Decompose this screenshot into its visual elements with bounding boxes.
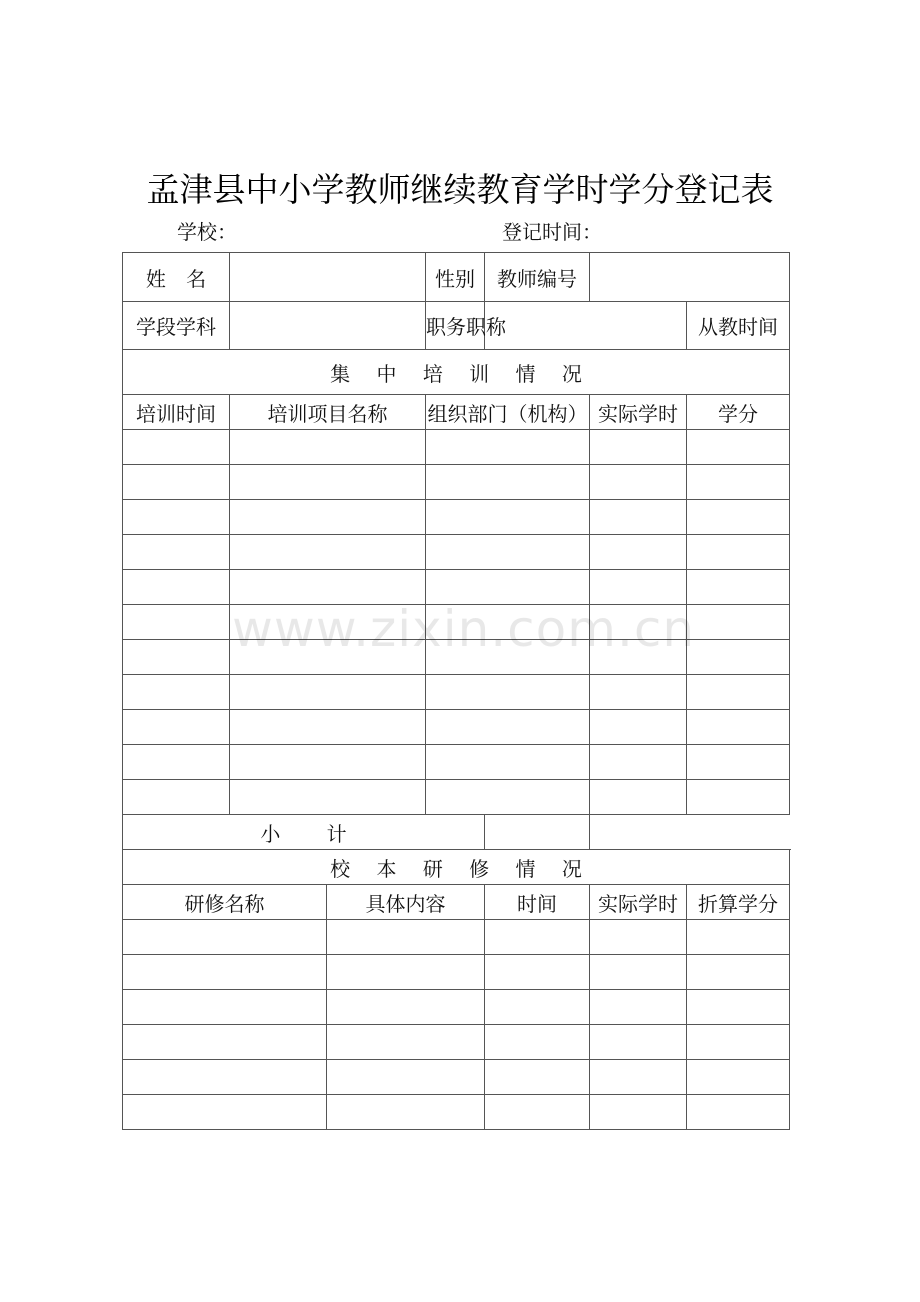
study-content-cell[interactable] — [327, 955, 485, 990]
study-time-cell[interactable] — [485, 1060, 590, 1095]
training-project-cell[interactable] — [230, 675, 426, 710]
section1-heading-row — [123, 350, 790, 395]
training-project-cell[interactable] — [230, 465, 426, 500]
study-actual-hours-cell[interactable] — [590, 1025, 687, 1060]
organizer-header: 组织部门（机构） — [426, 395, 590, 430]
training-time-cell[interactable] — [123, 605, 230, 640]
organizer-cell[interactable] — [426, 640, 590, 675]
study-content-cell[interactable] — [327, 1095, 485, 1130]
study-name-cell[interactable] — [123, 990, 327, 1025]
actual-hours-cell[interactable] — [590, 780, 687, 815]
page-title: 孟津县中小学教师继续教育学时学分登记表 — [146, 170, 774, 209]
credits-cell[interactable] — [687, 430, 790, 465]
table-row — [123, 990, 790, 1025]
study-time-cell[interactable] — [485, 955, 590, 990]
credits-header: 学分 — [687, 395, 790, 430]
study-actual-hours-cell[interactable] — [590, 990, 687, 1025]
study-actual-hours-cell[interactable] — [590, 1095, 687, 1130]
converted-credits-cell[interactable] — [687, 1095, 790, 1130]
table-row — [123, 1025, 790, 1060]
actual-hours-cell[interactable] — [590, 535, 687, 570]
actual-hours-cell[interactable] — [590, 710, 687, 745]
study-actual-hours-cell[interactable] — [590, 920, 687, 955]
training-time-cell[interactable] — [123, 780, 230, 815]
stage-subject-field[interactable] — [230, 302, 426, 350]
actual-hours-cell[interactable] — [590, 675, 687, 710]
organizer-cell[interactable] — [426, 430, 590, 465]
training-project-cell[interactable] — [230, 430, 426, 465]
stage-subject-label: 学段学科 — [123, 302, 230, 350]
training-project-cell[interactable] — [230, 570, 426, 605]
training-time-cell[interactable] — [123, 710, 230, 745]
table-row — [123, 745, 790, 780]
training-time-header: 培训时间 — [123, 395, 230, 430]
training-time-cell[interactable] — [123, 745, 230, 780]
training-time-cell[interactable] — [123, 430, 230, 465]
organizer-cell[interactable] — [426, 570, 590, 605]
teacher-id-label: 教师编号 — [485, 253, 590, 302]
actual-hours-cell[interactable] — [590, 430, 687, 465]
converted-credits-cell[interactable] — [687, 1025, 790, 1060]
position-title-field[interactable] — [485, 302, 687, 350]
credits-cell[interactable] — [687, 780, 790, 815]
study-name-cell[interactable] — [123, 1025, 327, 1060]
training-project-cell[interactable] — [230, 745, 426, 780]
actual-hours-cell[interactable] — [590, 605, 687, 640]
info-row-2 — [123, 302, 790, 350]
credits-cell[interactable] — [687, 570, 790, 605]
organizer-cell[interactable] — [426, 500, 590, 535]
training-time-cell[interactable] — [123, 570, 230, 605]
watermark: www.zixin.com.cn — [232, 600, 696, 658]
table-row — [123, 675, 790, 710]
study-name-cell[interactable] — [123, 920, 327, 955]
section1-column-header-row — [123, 395, 790, 430]
organizer-cell[interactable] — [426, 605, 590, 640]
table-row — [123, 780, 790, 815]
actual-hours-header: 实际学时 — [590, 395, 687, 430]
study-actual-hours-cell[interactable] — [590, 1060, 687, 1095]
study-actual-hours-header: 实际学时 — [590, 885, 687, 920]
table-row — [123, 640, 790, 675]
study-name-cell[interactable] — [123, 1095, 327, 1130]
table-row — [123, 465, 790, 500]
position-title-label: 职务职称 — [426, 302, 485, 350]
study-time-cell[interactable] — [485, 920, 590, 955]
actual-hours-cell[interactable] — [590, 465, 687, 500]
registration-form-table — [122, 252, 790, 1130]
study-content-cell[interactable] — [327, 1060, 485, 1095]
table-row — [123, 1060, 790, 1095]
study-name-cell[interactable] — [123, 1060, 327, 1095]
organizer-cell[interactable] — [426, 745, 590, 780]
table-row — [123, 1095, 790, 1130]
training-project-cell[interactable] — [230, 640, 426, 675]
actual-hours-cell[interactable] — [590, 500, 687, 535]
table-row — [123, 955, 790, 990]
converted-credits-header: 折算学分 — [687, 885, 790, 920]
training-project-cell[interactable] — [230, 605, 426, 640]
section2-heading: 校 本 研 修 情 况 — [123, 850, 790, 885]
study-time-cell[interactable] — [485, 1095, 590, 1130]
training-project-cell[interactable] — [230, 780, 426, 815]
table-row — [123, 500, 790, 535]
actual-hours-cell[interactable] — [590, 570, 687, 605]
teaching-since-label: 从教时间 — [687, 302, 790, 350]
table-row — [123, 920, 790, 955]
table-row — [123, 430, 790, 465]
organizer-cell[interactable] — [426, 465, 590, 500]
credits-cell[interactable] — [687, 535, 790, 570]
converted-credits-cell[interactable] — [687, 990, 790, 1025]
table-row — [123, 570, 790, 605]
actual-hours-cell[interactable] — [590, 640, 687, 675]
converted-credits-cell[interactable] — [687, 920, 790, 955]
credits-cell[interactable] — [687, 640, 790, 675]
training-project-cell[interactable] — [230, 535, 426, 570]
credits-cell[interactable] — [687, 710, 790, 745]
study-content-cell[interactable] — [327, 990, 485, 1025]
name-label: 姓 名 — [123, 253, 230, 302]
training-time-cell[interactable] — [123, 675, 230, 710]
training-project-cell[interactable] — [230, 500, 426, 535]
table-row — [123, 535, 790, 570]
credits-cell[interactable] — [687, 745, 790, 780]
study-content-header: 具体内容 — [327, 885, 485, 920]
credits-cell[interactable] — [687, 675, 790, 710]
study-name-cell[interactable] — [123, 955, 327, 990]
study-actual-hours-cell[interactable] — [590, 955, 687, 990]
training-time-cell[interactable] — [123, 640, 230, 675]
training-time-cell[interactable] — [123, 535, 230, 570]
study-content-cell[interactable] — [327, 920, 485, 955]
training-project-header: 培训项目名称 — [230, 395, 426, 430]
credits-cell[interactable] — [687, 605, 790, 640]
teacher-id-field[interactable] — [590, 253, 790, 302]
table-row — [123, 605, 790, 640]
organizer-cell[interactable] — [426, 780, 590, 815]
organizer-cell[interactable] — [426, 535, 590, 570]
study-time-header: 时间 — [485, 885, 590, 920]
study-name-header: 研修名称 — [123, 885, 327, 920]
info-row-1 — [123, 253, 790, 302]
section2-column-header-row — [123, 885, 790, 920]
study-time-cell[interactable] — [485, 1025, 590, 1060]
converted-credits-cell[interactable] — [687, 1060, 790, 1095]
credits-cell[interactable] — [687, 465, 790, 500]
actual-hours-cell[interactable] — [590, 745, 687, 780]
organizer-cell[interactable] — [426, 710, 590, 745]
organizer-cell[interactable] — [426, 675, 590, 710]
section1-heading: 集 中 培 训 情 况 — [123, 350, 790, 395]
subtotal-label: 小 计 — [123, 815, 485, 850]
converted-credits-cell[interactable] — [687, 955, 790, 990]
training-project-cell[interactable] — [230, 710, 426, 745]
training-time-cell[interactable] — [123, 465, 230, 500]
training-time-cell[interactable] — [123, 500, 230, 535]
registration-date-label: 登记时间： — [502, 220, 602, 244]
school-label: 学校： — [177, 220, 237, 244]
study-content-cell[interactable] — [327, 1025, 485, 1060]
section2-heading-row — [123, 850, 790, 885]
subtotal-credits-cell[interactable] — [485, 815, 590, 850]
gender-label: 性别 — [426, 253, 485, 302]
subtotal-row — [123, 815, 790, 850]
name-field[interactable] — [230, 253, 426, 302]
study-time-cell[interactable] — [485, 990, 590, 1025]
table-row — [123, 710, 790, 745]
credits-cell[interactable] — [687, 500, 790, 535]
